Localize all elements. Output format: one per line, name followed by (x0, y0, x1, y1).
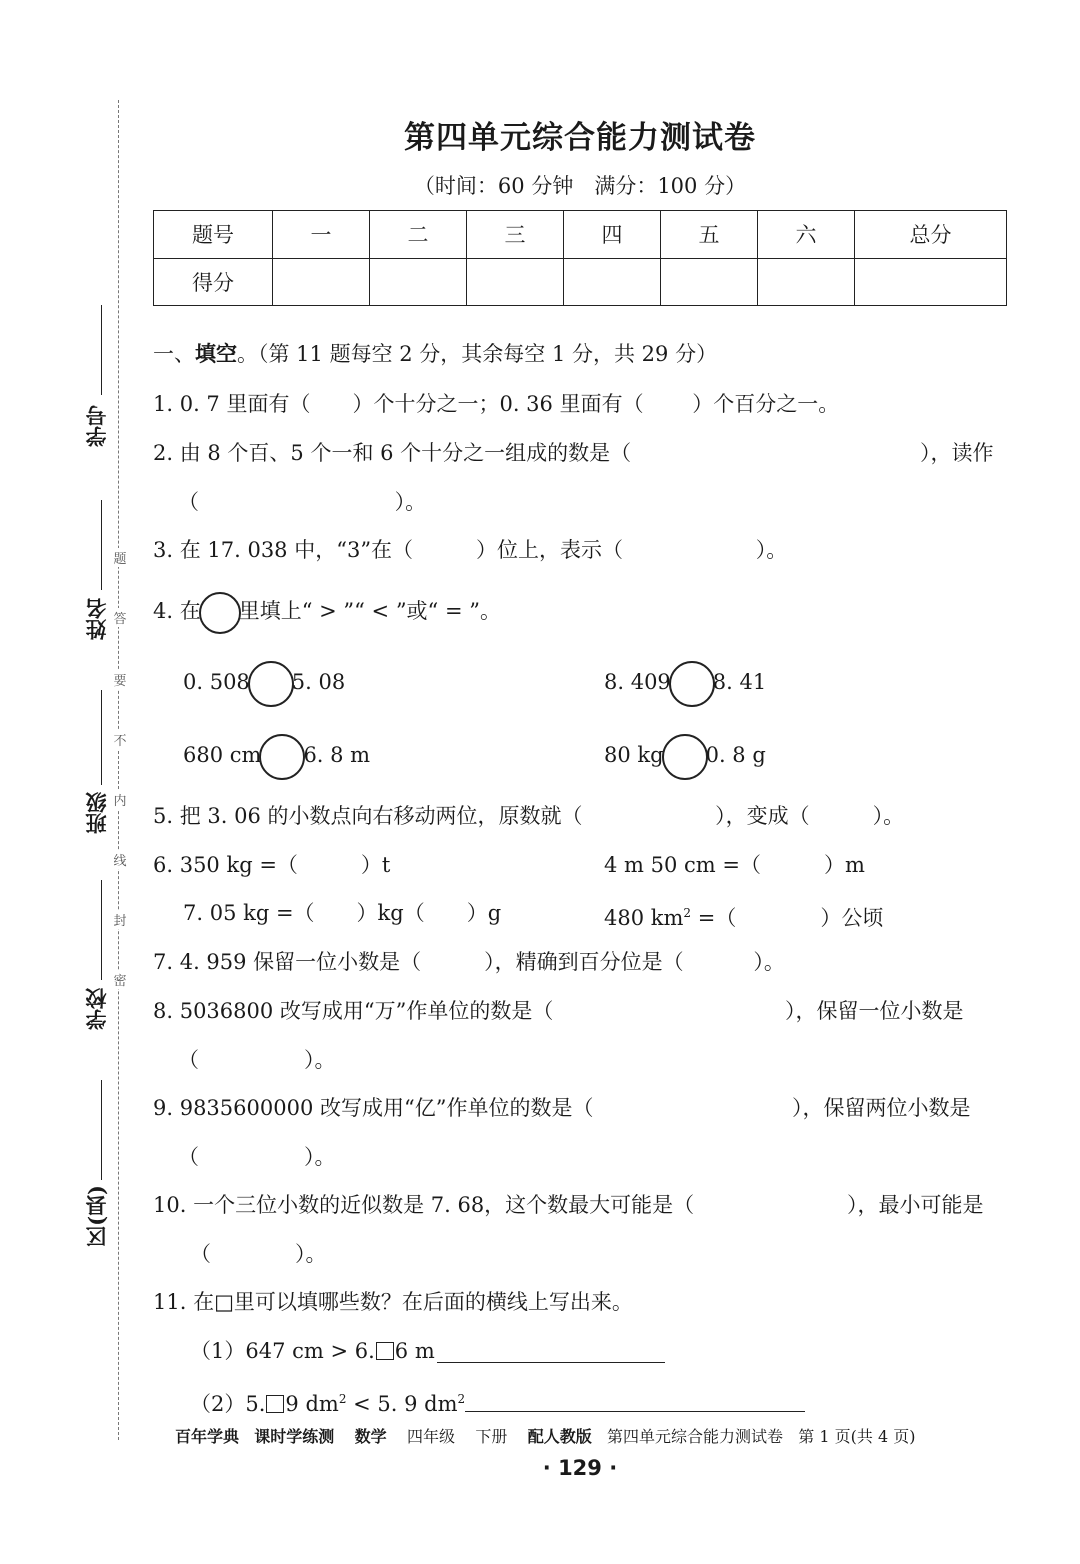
question-10-part1: 10. 一个三位小数的近似数是 7. 68，这个数最大可能是（ (153, 1193, 695, 1217)
compare-circle[interactable] (259, 734, 305, 780)
section-heading (153, 340, 717, 368)
question-11: 11. 在□里可以填哪些数？在后面的横线上写出来。 (153, 1290, 633, 1314)
seal-char: 要 (112, 670, 128, 689)
question-7: 7. 4. 959 保留一位小数是（ ），精确到百分位是（ ）。 (153, 950, 785, 974)
superscript: 2 (338, 1392, 347, 1406)
section-number: 一、 (153, 342, 195, 366)
score-cell[interactable] (273, 258, 370, 306)
table-cell: 三 (467, 211, 564, 259)
compare-left: 80 kg (604, 743, 664, 767)
superscript: 2 (683, 906, 692, 920)
question-2-part2: ），读作 (920, 441, 994, 465)
question-4 (153, 590, 501, 634)
table-cell: 题号 (154, 211, 273, 259)
question-11-sub2 (190, 1385, 465, 1418)
question-5: 5. 把 3. 06 的小数点向右移动两位，原数就（ ），变成（ ）。 (153, 804, 905, 828)
compare-circle[interactable] (669, 661, 715, 707)
score-table (153, 210, 1007, 306)
district-label: 区(县) (84, 1185, 109, 1247)
footer-series: 课时学练测 (254, 1427, 335, 1446)
score-table-score-row (154, 258, 1007, 306)
table-cell: 二 (370, 211, 467, 259)
q11-text: < 5. 9 dm (346, 1392, 458, 1416)
page-title: 第四单元综合能力测试卷 (404, 120, 756, 156)
seal-char: 封 (112, 910, 128, 929)
compare-left: 680 cm (183, 743, 262, 767)
question-6-item: 6. 350 kg =（ ）t (153, 853, 391, 877)
school-label: 学校 (84, 988, 109, 1030)
table-cell: 六 (758, 211, 855, 259)
q11-text: 9 dm (285, 1392, 339, 1416)
school-underline (101, 880, 102, 980)
score-cell[interactable] (758, 258, 855, 306)
id-underline (101, 305, 102, 395)
table-cell: 总分 (855, 211, 1007, 259)
circle-blank-icon (199, 592, 241, 634)
question-11-sub1 (190, 1337, 435, 1365)
footer-subject: 数学 (354, 1427, 387, 1446)
footer-brand: 百年学典 (175, 1427, 240, 1446)
id-label: 学号 (84, 405, 109, 447)
q11-text: （1）647 cm > 6. (190, 1339, 375, 1363)
question-10-part2: ），最小可能是 (847, 1193, 984, 1217)
question-8-part3: （ ）。 (178, 1048, 336, 1072)
superscript: 2 (457, 1392, 466, 1406)
compare-right: 0. 8 g (705, 743, 766, 767)
question-8-part1: 8. 5036800 改写成用“万”作单位的数是（ (153, 999, 554, 1023)
question-2-part3: （ ）。 (178, 490, 427, 514)
table-cell: 五 (661, 211, 758, 259)
page-number: · 129 · (542, 1456, 618, 1480)
compare-circle[interactable] (248, 661, 294, 707)
question-9-part1: 9. 9835600000 改写成用“亿”作单位的数是（ (153, 1096, 594, 1120)
compare-item (604, 660, 766, 707)
seal-char: 线 (112, 850, 128, 869)
q4-text: 4. 在 (153, 599, 201, 623)
question-10-part3: （ ）。 (190, 1242, 327, 1266)
compare-item (604, 733, 766, 780)
answer-line[interactable] (437, 1362, 665, 1363)
square-blank-icon (376, 1342, 394, 1360)
compare-item (183, 733, 370, 780)
question-8-part2: ），保留一位小数是 (785, 999, 964, 1023)
question-3: 3. 在 17. 038 中，“3”在（ ）位上，表示（ ）。 (153, 538, 788, 562)
compare-circle[interactable] (662, 734, 708, 780)
score-cell[interactable] (661, 258, 758, 306)
footer-page-info: 第 1 页(共 4 页) (798, 1427, 916, 1446)
seal-char: 内 (112, 790, 128, 809)
question-9-part3: （ ）。 (178, 1145, 336, 1169)
footer-test-name: 第四单元综合能力测试卷 (607, 1427, 784, 1446)
square-blank-icon (266, 1395, 284, 1413)
compare-left: 0. 508 (183, 670, 250, 694)
class-label: 班级 (84, 792, 109, 834)
footer-volume: 下册 (475, 1427, 508, 1446)
score-cell[interactable] (855, 258, 1007, 306)
table-cell: 一 (273, 211, 370, 259)
score-table-header-row (154, 211, 1007, 259)
section-title: 填空 (195, 341, 237, 366)
score-cell[interactable] (564, 258, 661, 306)
class-underline (101, 690, 102, 785)
score-cell[interactable] (467, 258, 564, 306)
question-1: 1. 0. 7 里面有（ ）个十分之一；0. 36 里面有（ ）个百分之一。 (153, 392, 840, 416)
seal-char: 不 (112, 730, 128, 749)
section-instructions: 。（第 11 题每空 2 分，其余每空 1 分，共 29 分） (237, 342, 718, 366)
q6-text: =（ ）公顷 (691, 906, 884, 930)
footer-grade: 四年级 (407, 1427, 456, 1446)
seal-char: 题 (112, 548, 128, 567)
seal-char: 答 (112, 608, 128, 627)
q6-text: 480 km (604, 906, 684, 930)
question-6-item: 4 m 50 cm =（ ）m (604, 853, 865, 877)
footer (175, 1424, 915, 1447)
compare-right: 6. 8 m (303, 743, 371, 767)
footer-edition: 配人教版 (527, 1427, 592, 1446)
table-cell: 四 (564, 211, 661, 259)
q4-text: 里填上“ > ”“ < ”或“ = ”。 (238, 599, 501, 623)
district-underline (101, 1080, 102, 1180)
time-and-score-info: （时间：60 分钟 满分：100 分） (413, 174, 747, 198)
compare-right: 8. 41 (712, 670, 767, 694)
table-cell: 得分 (154, 258, 273, 306)
compare-item (183, 660, 345, 707)
question-2-part1: 2. 由 8 个百、5 个一和 6 个十分之一组成的数是（ (153, 441, 632, 465)
score-cell[interactable] (370, 258, 467, 306)
seal-char: 密 (112, 970, 128, 989)
answer-line[interactable] (465, 1411, 805, 1412)
question-6-item (604, 899, 883, 932)
q11-text: （2）5. (190, 1392, 266, 1416)
compare-left: 8. 409 (604, 670, 671, 694)
q11-text: 6 m (394, 1339, 435, 1363)
question-6-item: 7. 05 kg =（ ）kg（ ）g (183, 901, 502, 925)
binding-dashed-line (118, 100, 119, 1440)
compare-right: 5. 08 (291, 670, 346, 694)
question-9-part2: ），保留两位小数是 (792, 1096, 971, 1120)
name-underline (101, 500, 102, 590)
name-label: 姓名 (84, 598, 109, 640)
